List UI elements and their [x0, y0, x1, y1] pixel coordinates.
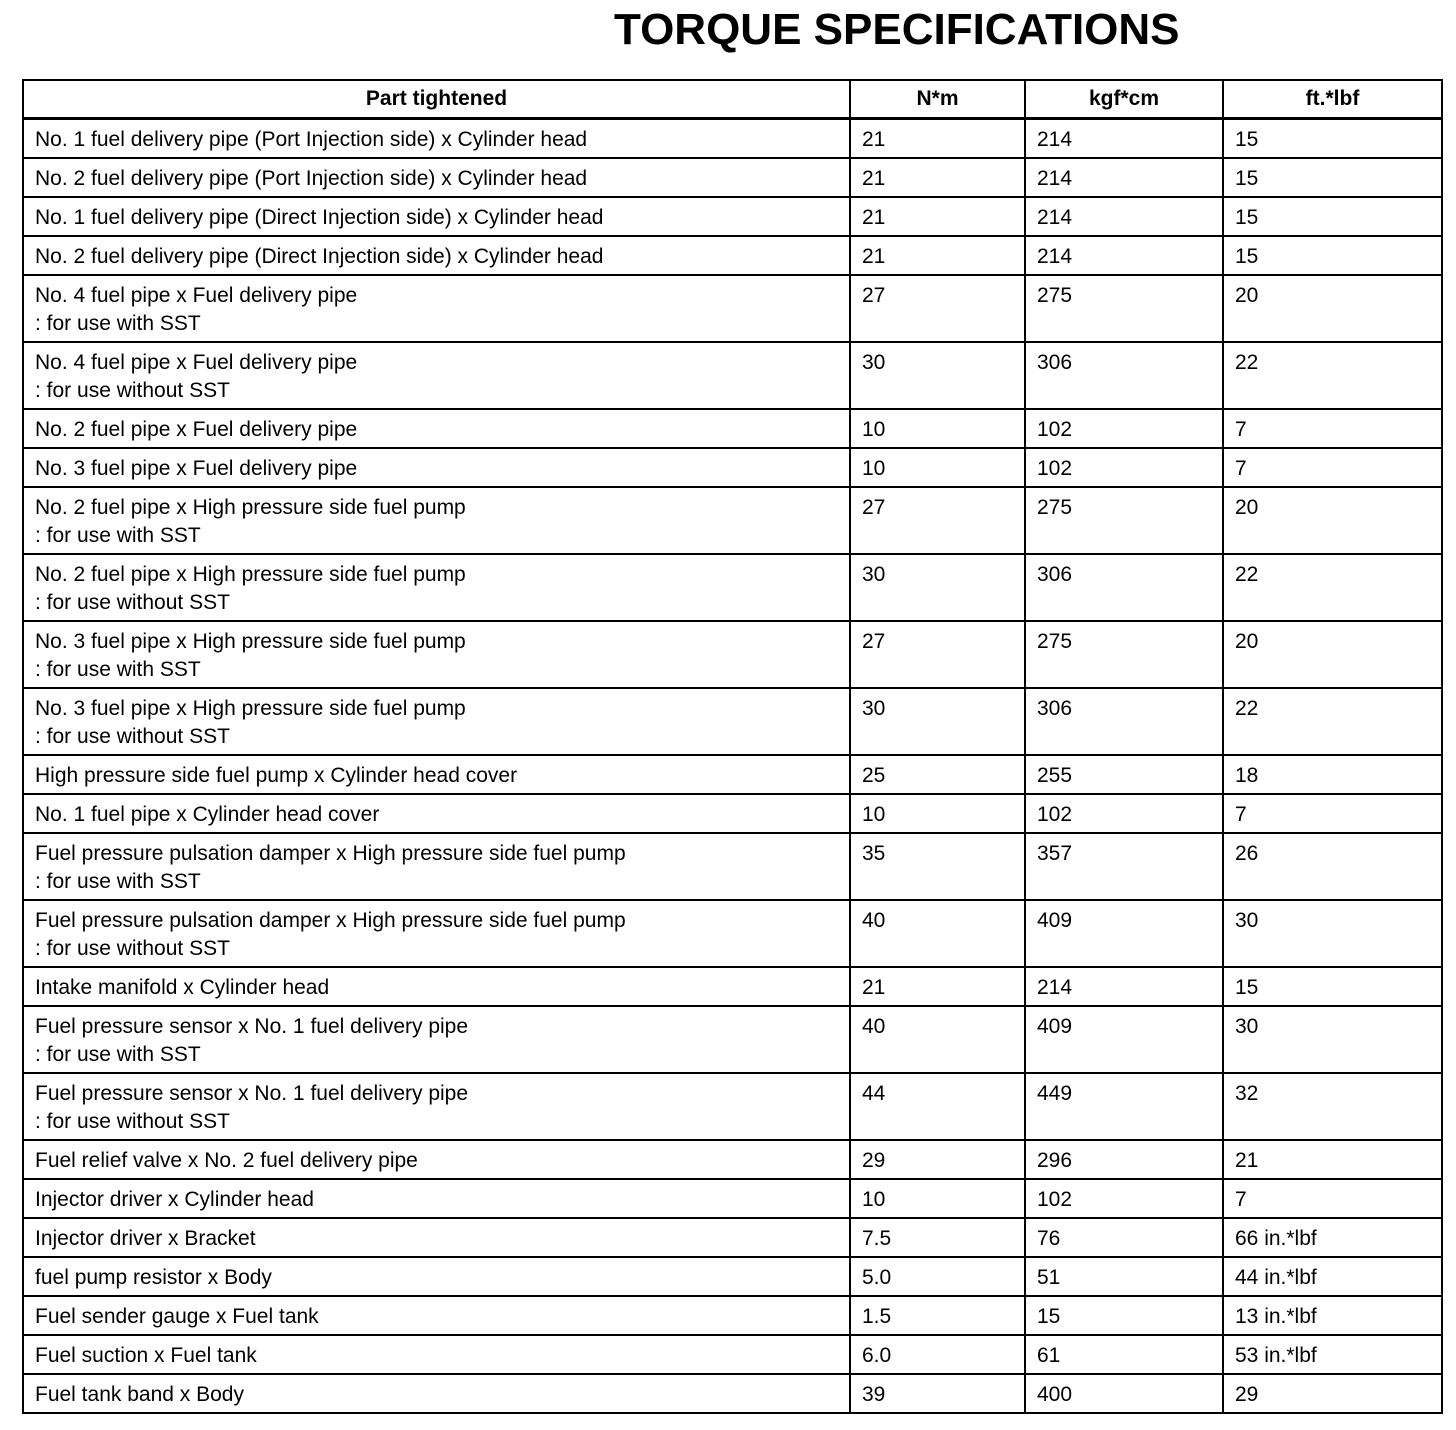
table-row	[23, 487, 1442, 554]
cell-nm: 27	[850, 487, 1025, 554]
cell-nm: 7.5	[850, 1218, 1025, 1257]
cell-nm: 44	[850, 1073, 1025, 1140]
cell-part: Fuel pressure sensor x No. 1 fuel delivery pipe : for use without SST	[23, 1073, 850, 1140]
cell-kgfcm: 76	[1025, 1218, 1223, 1257]
cell-kgfcm: 449	[1025, 1073, 1223, 1140]
header-nm: N*m	[850, 80, 1025, 119]
table-row	[23, 1374, 1442, 1413]
table-row	[23, 794, 1442, 833]
table-row	[23, 1218, 1442, 1257]
table-row	[23, 967, 1442, 1006]
cell-ftlbf: 15	[1223, 197, 1442, 236]
cell-ftlbf: 30	[1223, 900, 1442, 967]
cell-nm: 27	[850, 275, 1025, 342]
cell-kgfcm: 214	[1025, 197, 1223, 236]
table-row	[23, 236, 1442, 275]
cell-part: Fuel sender gauge x Fuel tank	[23, 1296, 850, 1335]
cell-kgfcm: 102	[1025, 1179, 1223, 1218]
cell-nm: 40	[850, 1006, 1025, 1073]
cell-nm: 10	[850, 1179, 1025, 1218]
table-row	[23, 621, 1442, 688]
cell-ftlbf: 20	[1223, 275, 1442, 342]
cell-part: No. 3 fuel pipe x High pressure side fuel pump : for use with SST	[23, 621, 850, 688]
cell-nm: 40	[850, 900, 1025, 967]
cell-part: No. 2 fuel pipe x High pressure side fuel pump : for use without SST	[23, 554, 850, 621]
header-kgfcm: kgf*cm	[1025, 80, 1223, 119]
table-row	[23, 1335, 1442, 1374]
cell-kgfcm: 306	[1025, 554, 1223, 621]
cell-kgfcm: 400	[1025, 1374, 1223, 1413]
header-ftlbf: ft.*lbf	[1223, 80, 1442, 119]
cell-nm: 21	[850, 197, 1025, 236]
cell-nm: 39	[850, 1374, 1025, 1413]
cell-part: No. 1 fuel delivery pipe (Port Injection side) x Cylinder head	[23, 119, 850, 159]
cell-kgfcm: 214	[1025, 119, 1223, 159]
cell-ftlbf: 32	[1223, 1073, 1442, 1140]
cell-nm: 10	[850, 448, 1025, 487]
cell-ftlbf: 29	[1223, 1374, 1442, 1413]
cell-part: No. 1 fuel pipe x Cylinder head cover	[23, 794, 850, 833]
cell-part: Fuel pressure pulsation damper x High pressure side fuel pump : for use without SST	[23, 900, 850, 967]
cell-ftlbf: 22	[1223, 342, 1442, 409]
table-row	[23, 554, 1442, 621]
cell-ftlbf: 22	[1223, 554, 1442, 621]
table-row	[23, 1073, 1442, 1140]
cell-kgfcm: 214	[1025, 236, 1223, 275]
cell-part: Fuel tank band x Body	[23, 1374, 850, 1413]
cell-kgfcm: 102	[1025, 448, 1223, 487]
cell-part: No. 3 fuel pipe x Fuel delivery pipe	[23, 448, 850, 487]
table-row	[23, 1257, 1442, 1296]
cell-kgfcm: 102	[1025, 409, 1223, 448]
cell-ftlbf: 15	[1223, 967, 1442, 1006]
cell-nm: 35	[850, 833, 1025, 900]
cell-nm: 1.5	[850, 1296, 1025, 1335]
cell-nm: 29	[850, 1140, 1025, 1179]
cell-kgfcm: 255	[1025, 755, 1223, 794]
header-part-tightened: Part tightened	[23, 80, 850, 119]
cell-kgfcm: 61	[1025, 1335, 1223, 1374]
cell-part: High pressure side fuel pump x Cylinder head cover	[23, 755, 850, 794]
page-title: TORQUE SPECIFICATIONS	[614, 5, 1180, 54]
cell-part: Injector driver x Cylinder head	[23, 1179, 850, 1218]
cell-ftlbf: 15	[1223, 158, 1442, 197]
cell-kgfcm: 214	[1025, 967, 1223, 1006]
cell-kgfcm: 51	[1025, 1257, 1223, 1296]
cell-ftlbf: 66 in.*lbf	[1223, 1218, 1442, 1257]
cell-nm: 30	[850, 554, 1025, 621]
cell-part: No. 4 fuel pipe x Fuel delivery pipe : for use without SST	[23, 342, 850, 409]
cell-part: Fuel suction x Fuel tank	[23, 1335, 850, 1374]
cell-ftlbf: 15	[1223, 236, 1442, 275]
table-row	[23, 448, 1442, 487]
cell-ftlbf: 7	[1223, 448, 1442, 487]
cell-ftlbf: 7	[1223, 1179, 1442, 1218]
cell-nm: 21	[850, 967, 1025, 1006]
cell-kgfcm: 102	[1025, 794, 1223, 833]
cell-ftlbf: 30	[1223, 1006, 1442, 1073]
table-row	[23, 342, 1442, 409]
table-row	[23, 900, 1442, 967]
table-row	[23, 409, 1442, 448]
cell-kgfcm: 275	[1025, 621, 1223, 688]
cell-kgfcm: 275	[1025, 275, 1223, 342]
cell-ftlbf: 7	[1223, 409, 1442, 448]
cell-ftlbf: 53 in.*lbf	[1223, 1335, 1442, 1374]
torque-specifications-table	[22, 79, 1443, 1414]
cell-kgfcm: 275	[1025, 487, 1223, 554]
cell-part: No. 2 fuel delivery pipe (Port Injection side) x Cylinder head	[23, 158, 850, 197]
cell-nm: 21	[850, 236, 1025, 275]
cell-part: No. 2 fuel pipe x Fuel delivery pipe	[23, 409, 850, 448]
cell-nm: 21	[850, 119, 1025, 159]
cell-nm: 30	[850, 688, 1025, 755]
table-row	[23, 1296, 1442, 1335]
cell-part: No. 2 fuel delivery pipe (Direct Injection side) x Cylinder head	[23, 236, 850, 275]
cell-part: No. 4 fuel pipe x Fuel delivery pipe : for use with SST	[23, 275, 850, 342]
cell-nm: 10	[850, 794, 1025, 833]
cell-kgfcm: 296	[1025, 1140, 1223, 1179]
cell-nm: 30	[850, 342, 1025, 409]
table-row	[23, 755, 1442, 794]
cell-nm: 10	[850, 409, 1025, 448]
cell-kgfcm: 409	[1025, 1006, 1223, 1073]
cell-part: Fuel relief valve x No. 2 fuel delivery pipe	[23, 1140, 850, 1179]
table-header-row	[23, 80, 1442, 119]
cell-nm: 6.0	[850, 1335, 1025, 1374]
cell-kgfcm: 15	[1025, 1296, 1223, 1335]
cell-part: No. 1 fuel delivery pipe (Direct Injection side) x Cylinder head	[23, 197, 850, 236]
cell-nm: 25	[850, 755, 1025, 794]
cell-ftlbf: 26	[1223, 833, 1442, 900]
cell-ftlbf: 18	[1223, 755, 1442, 794]
table-row	[23, 1179, 1442, 1218]
table-row	[23, 1006, 1442, 1073]
table-row	[23, 197, 1442, 236]
cell-ftlbf: 15	[1223, 119, 1442, 159]
cell-kgfcm: 357	[1025, 833, 1223, 900]
cell-ftlbf: 20	[1223, 621, 1442, 688]
table-row	[23, 688, 1442, 755]
table-row	[23, 119, 1442, 159]
cell-ftlbf: 20	[1223, 487, 1442, 554]
table-row	[23, 1140, 1442, 1179]
cell-part: Fuel pressure sensor x No. 1 fuel delivery pipe : for use with SST	[23, 1006, 850, 1073]
cell-ftlbf: 7	[1223, 794, 1442, 833]
cell-nm: 21	[850, 158, 1025, 197]
cell-part: Fuel pressure pulsation damper x High pressure side fuel pump : for use with SST	[23, 833, 850, 900]
cell-kgfcm: 306	[1025, 688, 1223, 755]
table-row	[23, 275, 1442, 342]
cell-ftlbf: 21	[1223, 1140, 1442, 1179]
cell-nm: 5.0	[850, 1257, 1025, 1296]
cell-part: Intake manifold x Cylinder head	[23, 967, 850, 1006]
table-row	[23, 833, 1442, 900]
table-row	[23, 158, 1442, 197]
cell-ftlbf: 22	[1223, 688, 1442, 755]
cell-ftlbf: 44 in.*lbf	[1223, 1257, 1442, 1296]
cell-kgfcm: 409	[1025, 900, 1223, 967]
cell-nm: 27	[850, 621, 1025, 688]
cell-part: No. 3 fuel pipe x High pressure side fuel pump : for use without SST	[23, 688, 850, 755]
cell-part: Injector driver x Bracket	[23, 1218, 850, 1257]
cell-part: No. 2 fuel pipe x High pressure side fuel pump : for use with SST	[23, 487, 850, 554]
cell-kgfcm: 306	[1025, 342, 1223, 409]
cell-kgfcm: 214	[1025, 158, 1223, 197]
cell-ftlbf: 13 in.*lbf	[1223, 1296, 1442, 1335]
cell-part: fuel pump resistor x Body	[23, 1257, 850, 1296]
